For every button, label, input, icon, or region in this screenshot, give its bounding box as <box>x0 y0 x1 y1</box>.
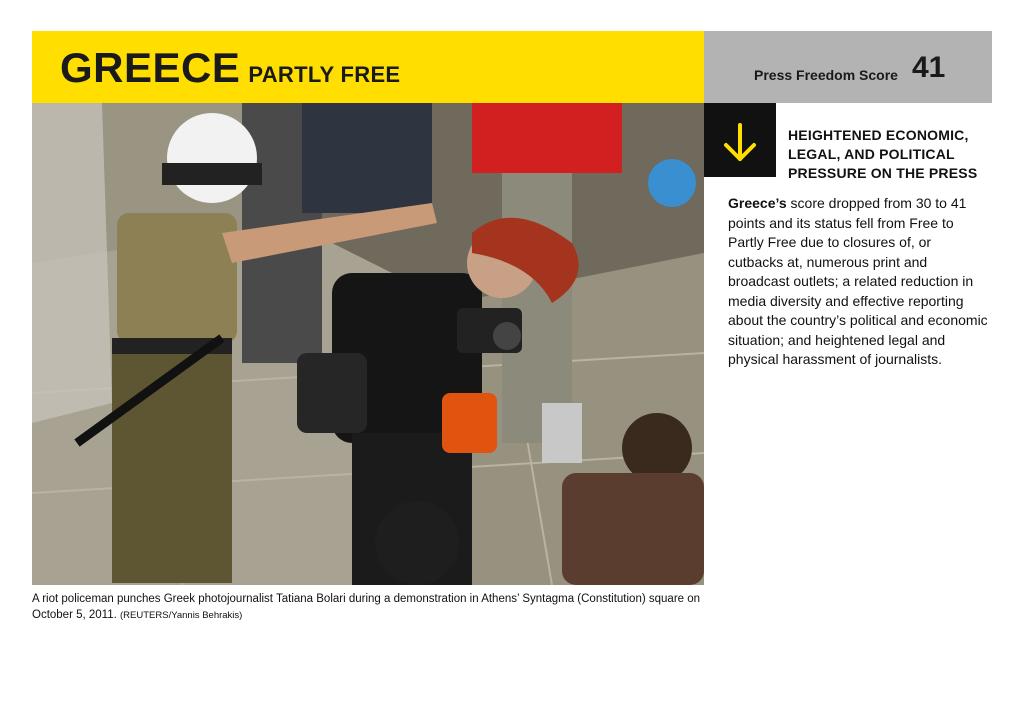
country-title <box>60 46 400 97</box>
country-header <box>32 31 704 103</box>
photo-credit: (REUTERS/Yannis Behrakis) <box>120 610 243 621</box>
trend-arrow-box <box>704 103 776 177</box>
news-photo <box>32 103 704 585</box>
freedom-status: PARTLY FREE <box>248 62 401 87</box>
score-value: 41 <box>912 51 946 84</box>
photo-caption <box>32 591 712 624</box>
report-text: score dropped from 30 to 41 points and its status fell from Free to Partly Free due to closures of, or cutbacks at, numerous print and broadcast outlets; a related reduction in media diversity and effective reporting about the country’s political and economic situation; and heightened legal and physical harassment of journalists. <box>728 195 988 367</box>
country-name: GREECE <box>60 44 241 91</box>
score-panel <box>704 31 992 103</box>
photo-illustration <box>32 103 704 585</box>
trend-headline: HEIGHTENED ECONOMIC, LEGAL, AND POLITICAL PRESSURE ON THE PRESS <box>788 127 978 181</box>
report-lead: Greece’s <box>728 195 787 211</box>
score-label: Press Freedom Score <box>754 67 898 83</box>
report-body <box>728 194 990 370</box>
caption-text: A riot policeman punches Greek photojournalist Tatiana Bolari during a demonstration in Athens’ Syntagma (Constitution) square on October 5, 2011. <box>32 593 701 621</box>
arrow-down-icon <box>704 103 776 177</box>
